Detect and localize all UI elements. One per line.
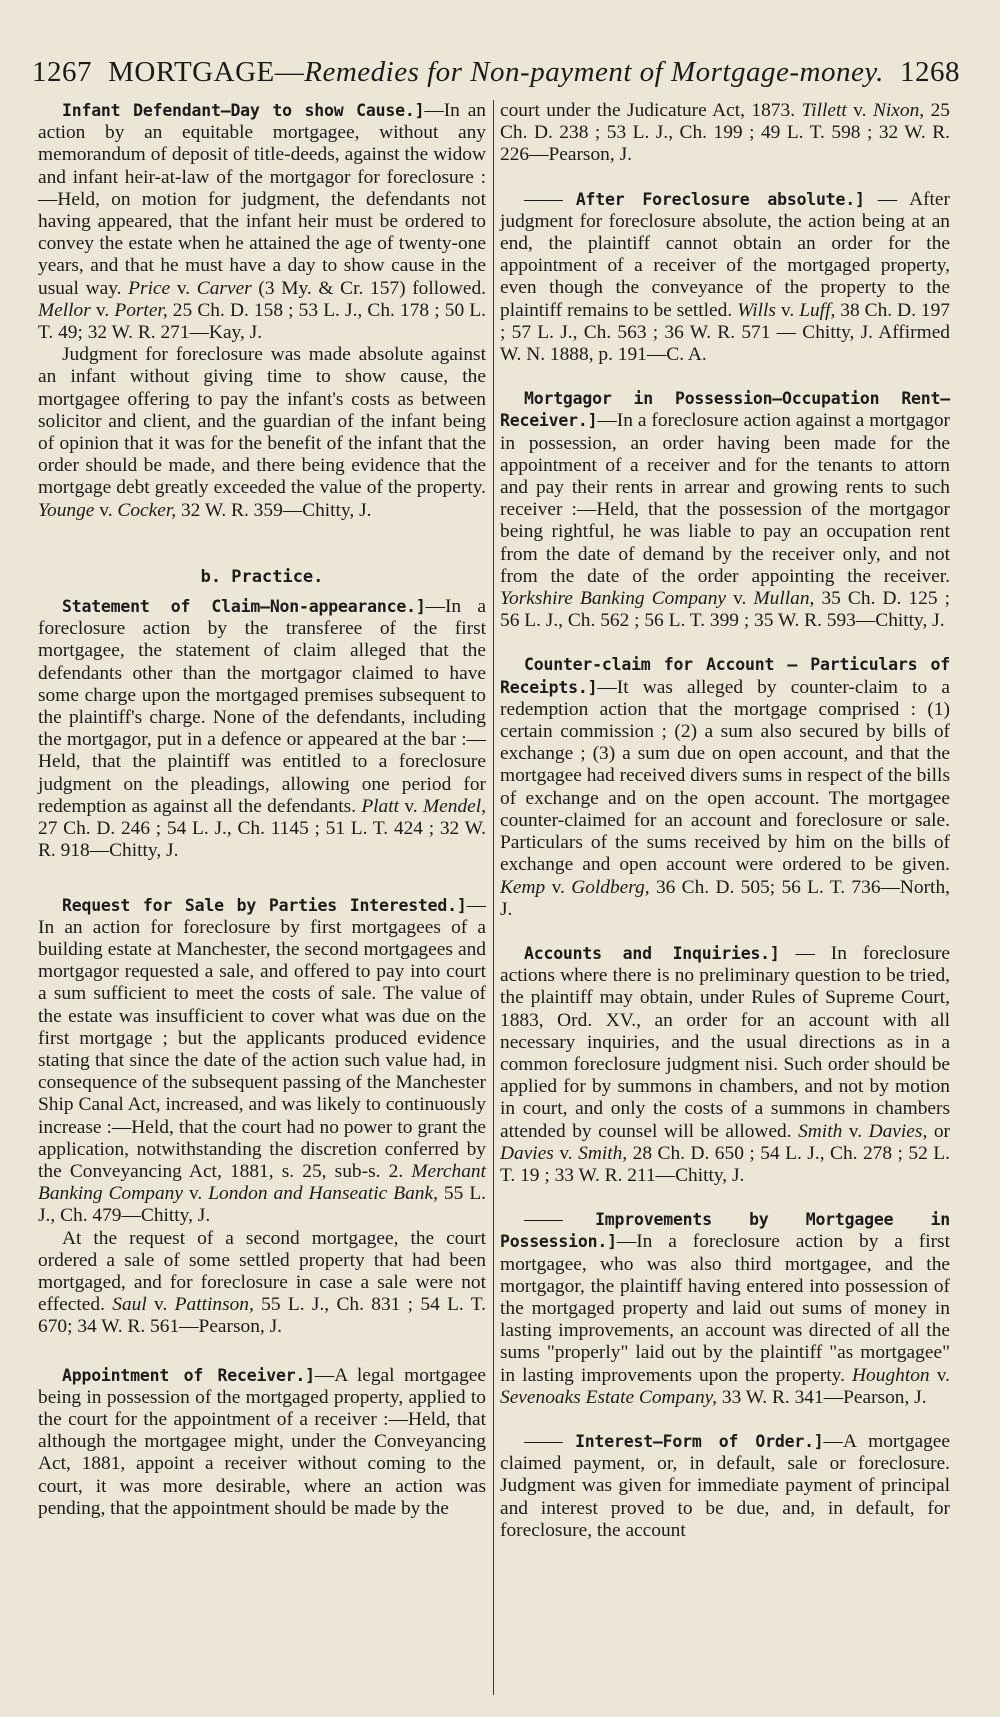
entry-text: —In a foreclosure action against a mortgagor in possession, an order having been made for the appointment of a receiver and for the tenants to attorn and pay their rents in arrear and growing rents to such receiver :—Held, that the possession of the mortgagor being rightful, he was liable to pay an occupation rent from the date of demand by the receiver only, and not from the date of the order appointing the receiver. xyxy=(500,410,950,587)
entry-heading: Request for Sale by Parties Interested.] xyxy=(62,895,467,915)
case-name: Platt xyxy=(361,795,400,817)
citation: 25 Ch. D. 158 ; 53 L. J., Ch. 178 ; 50 L. T. 49; 32 W. R. 271—Kay, J. xyxy=(38,299,486,344)
citation: 35 Ch. D. 125 ; 56 L. J., Ch. 562 ; 56 L. T. 399 ; 35 W. R. 593—Chitty, J. xyxy=(500,588,950,632)
entry-text: —In an action by an equitable mortgagee, without any memorandum of deposit of title-deeds, against the widow and infant heir-at-law of the mortgagor for foreclosure :—Held, on motion for judgment, the defendants not having appeared, that the infant heir must be ordered to convey the estate when he attained the age of twenty-one years, and that he must have a day to show cause in the usual way. xyxy=(38,100,486,299)
entry-counter-claim xyxy=(500,654,950,920)
entry-heading: Appointment of Receiver.] xyxy=(62,1365,315,1385)
case-name: Goldberg, xyxy=(571,876,650,898)
case-name: Mendel, xyxy=(423,795,486,817)
case-name: Smith, xyxy=(578,1142,628,1164)
entry-heading: After Foreclosure absolute.] xyxy=(575,189,865,209)
case-name: Nixon, xyxy=(872,100,925,121)
entry-heading: Accounts and Inquiries.] xyxy=(524,943,780,963)
case-versus: v. xyxy=(775,299,800,321)
entry-text: (3 My. & Cr. 157) followed. xyxy=(251,277,486,299)
case-versus: v. xyxy=(146,1294,175,1316)
case-versus: v. xyxy=(553,1142,579,1164)
entry-after-foreclosure-absolute xyxy=(500,189,950,367)
case-name: Price xyxy=(128,277,171,299)
entry-text: At the request of a second mortgagee, the court ordered a sale of some settled property that had been mortgaged, and for foreclosure in case a sale were not effected. xyxy=(38,1227,486,1316)
case-name: Pattinson, xyxy=(174,1294,254,1316)
entry-text: —A mortgagee claimed payment, or, in default, sale or foreclosure. Judgment was given for immediate payment of principal and interest proved to be due, and, in default, for foreclosure, the account xyxy=(500,1430,950,1541)
entry-heading: Statement of Claim—Non-appearance.] xyxy=(62,597,426,617)
citation: 25 Ch. D. 238 ; 53 L. J., Ch. 199 ; 49 L. T. 598 ; 32 W. R. 226—Pearson, J. xyxy=(500,100,950,166)
case-versus: v. xyxy=(842,1120,869,1142)
citation: 55 L. J., Ch. 479—Chitty, J. xyxy=(38,1183,487,1227)
entry-text: —In a foreclosure action by the transferee of the first mortgagee, the statement of claim alleged that the defendants other than the mortgagor claimed to have some charge upon the mortgaged premises subsequent to the plaintiff's charge. None of the defendants, including the mortgagor, put in a defence or appeared at the bar :—Held, that the plaintiff was entitled to a foreclosure judgment on the pleadings, allowing one period for redemption as against all the defendants. xyxy=(38,596,486,817)
citation: 36 Ch. D. 505; 56 L. T. 736—North, J. xyxy=(500,876,950,920)
case-versus: v. xyxy=(929,1364,951,1386)
entry-appointment-of-receiver xyxy=(38,1365,486,1520)
entry-second-mortgagee-sale xyxy=(38,1228,486,1339)
page-number-right: 1268 xyxy=(900,56,960,88)
entry-text: court under the Judicature Act, 1873. xyxy=(500,100,802,121)
case-name: Sevenoaks Estate Company, xyxy=(500,1386,718,1408)
entry-text: — In foreclosure actions where there is no preliminary question to be tried, the plaintiff may obtain, under Rules of Supreme Court, 1883, Ord. XV., an order for an account with all necessary inquiries, and the usual directions as in a common foreclosure judgment nisi. Such order should be applied for by summons in chambers, and not by motion in court, and only the costs of a summons in chambers attended by counsel will be allowed. xyxy=(500,942,950,1142)
case-name: Saul xyxy=(112,1294,147,1316)
case-versus: v. xyxy=(545,876,572,898)
case-name: London and Hanseatic Bank, xyxy=(208,1183,438,1205)
entry-accounts-and-inquiries xyxy=(500,943,950,1187)
case-versus: v. xyxy=(182,1183,209,1205)
citation: 33 W. R. 341—Pearson, J. xyxy=(717,1386,927,1408)
entry-heading: Infant Defendant—Day to show Cause.] xyxy=(62,101,425,120)
case-name: Mellor xyxy=(38,299,91,321)
entry-judgment-infant xyxy=(38,344,486,522)
entry-mortgagor-in-possession xyxy=(500,388,950,632)
case-name: Cocker, xyxy=(117,499,177,521)
dash: —— xyxy=(524,188,576,210)
entry-text: — After judgment for foreclosure absolute, the action being at an end, the plaintiff cannot obtain an order for the appointment of a receiver of the mortgaged property, even though the conveyance of the property to the plaintiff remains to be settled. xyxy=(500,188,950,321)
case-versus: v. xyxy=(399,795,423,817)
dash: —— xyxy=(524,1430,576,1452)
entry-text: or xyxy=(927,1120,950,1142)
citation: 32 W. R. 359—Chitty, J. xyxy=(176,499,372,521)
case-versus: v. xyxy=(846,100,873,121)
citation: 28 Ch. D. 650 ; 54 L. J., Ch. 278 ; 52 L. T. 19 ; 33 W. R. 211—Chitty, J. xyxy=(500,1142,950,1186)
case-name: Merchant Banking Company xyxy=(38,1160,486,1205)
case-versus: v. xyxy=(90,299,115,321)
case-name: Younge xyxy=(38,499,95,521)
case-versus: v. xyxy=(170,277,197,299)
entry-heading: Counter-claim for Account — Particulars of Receipts.] xyxy=(500,655,950,697)
entry-text: —In an action for foreclosure by first mortgagees of a building estate at Manchester, the second mortgagees and mortgagor requested a sale, and offered to pay into court a sum sufficient to meet the costs of sale. The value of the estate was insufficient to cover what was due on the first mortgage ; but the applicants produced evidence stating that since the date of the action such value had, in consequence of the subsequent passing of the Manchester Ship Canal Act, increased, and was likely to continuously increase :—Held, that the court had no power to grant the application, notwithstanding the discretion conferred by the Conveyancing Act, 1881, s. 25, sub-s. 2. xyxy=(38,894,486,1182)
left-column xyxy=(38,100,486,1520)
column-divider xyxy=(493,100,494,1695)
entry-interest-form-of-order xyxy=(500,1431,950,1542)
entry-text: —A legal mortgagee being in possession of the mortgaged property, applied to the court for the appointment of a receiver :—Held, that although the mortgagee might, under the Conveyancing Act, 1881, appoint a receiver without coming to the court, it was more desirable, where an action was pending, that the appointment should be made by the xyxy=(38,1364,486,1519)
entry-heading: Mortgagor in Possession—Occupation Rent—Receiver.] xyxy=(500,389,950,431)
running-title xyxy=(92,56,900,89)
case-versus: v. xyxy=(726,588,754,610)
entry-infant-defendant xyxy=(38,100,486,344)
page-number-left: 1267 xyxy=(32,56,92,88)
citation: 55 L. J., Ch. 831 ; 54 L. T. 670; 34 W. R. 561—Pearson, J. xyxy=(38,1294,487,1338)
case-name: Carver xyxy=(196,277,252,299)
entry-statement-of-claim xyxy=(38,596,486,862)
entry-heading: Improvements by Mortgagee in Possession.] xyxy=(500,1210,950,1252)
entry-receiver-continued xyxy=(500,100,950,167)
case-name: Yorkshire Banking Company xyxy=(500,588,727,610)
citation: 27 Ch. D. 246 ; 54 L. J., Ch. 1145 ; 51 L. T. 424 ; 32 W. R. 918—Chitty, J. xyxy=(38,818,486,862)
case-name: Davies xyxy=(500,1142,554,1164)
running-title-main: MORTGAGE— xyxy=(108,56,305,88)
case-name: Houghton xyxy=(852,1364,930,1386)
case-name: Mullan, xyxy=(753,588,815,610)
case-name: Luff, xyxy=(799,299,836,321)
right-column xyxy=(500,100,950,1542)
running-title-sub: Remedies for Non-payment of Mortgage-money. xyxy=(304,56,884,88)
entry-request-for-sale xyxy=(38,895,486,1228)
entry-text: —It was alleged by counter-claim to a redemption action that the mortgage comprised : (1) certain commission ; (2) a sum also secured by bills of exchange ; (3) a sum due on open account, and that the mortgagee had received divers sums in respect of the bills of exchange and on the open account. The mortgagee counter-claimed for an account and foreclosure or sale. Particulars of the sums received by him on the bills of exchange and open account were ordered to be given. xyxy=(500,676,950,876)
entry-text: —In a foreclosure action by a first mortgagee, who was also third mortgagee, and the mortgagor, the plaintiff having entered into possession of the mortgaged property and laid out sums of money in lasting improvements, an account was directed of all the sums "properly" laid out by the plaintiff "as mortgagee" in lasting improvements upon the property. xyxy=(500,1231,950,1386)
entry-heading: Interest—Form of Order.] xyxy=(575,1431,824,1451)
case-name: Kemp xyxy=(500,876,546,898)
case-name: Tillett xyxy=(801,100,847,121)
case-name: Davies, xyxy=(868,1120,928,1142)
case-versus: v. xyxy=(94,499,118,521)
case-name: Wills xyxy=(737,299,776,321)
section-heading: b. Practice. xyxy=(200,566,324,587)
entry-text: Judgment for foreclosure was made absolute against an infant without giving time to show cause, the mortgagee offering to pay the infant's costs as between solicitor and client, and the guardian of the infant being of opinion that it was for the benefit of the infant that the order should be made, and there being evidence that the mortgage debt greatly exceeded the value of the property. xyxy=(38,344,486,499)
entry-improvements-by-mortgagee xyxy=(500,1209,950,1409)
case-name: Smith xyxy=(798,1120,843,1142)
case-name: Porter, xyxy=(114,299,168,321)
citation: 38 Ch. D. 197 ; 57 L. J., Ch. 563 ; 36 W. R. 571 — Chitty, J. Affirmed W. N. 1888, p. 191—C. A. xyxy=(500,299,950,366)
dash: —— xyxy=(524,1209,596,1231)
page-header xyxy=(32,56,960,89)
